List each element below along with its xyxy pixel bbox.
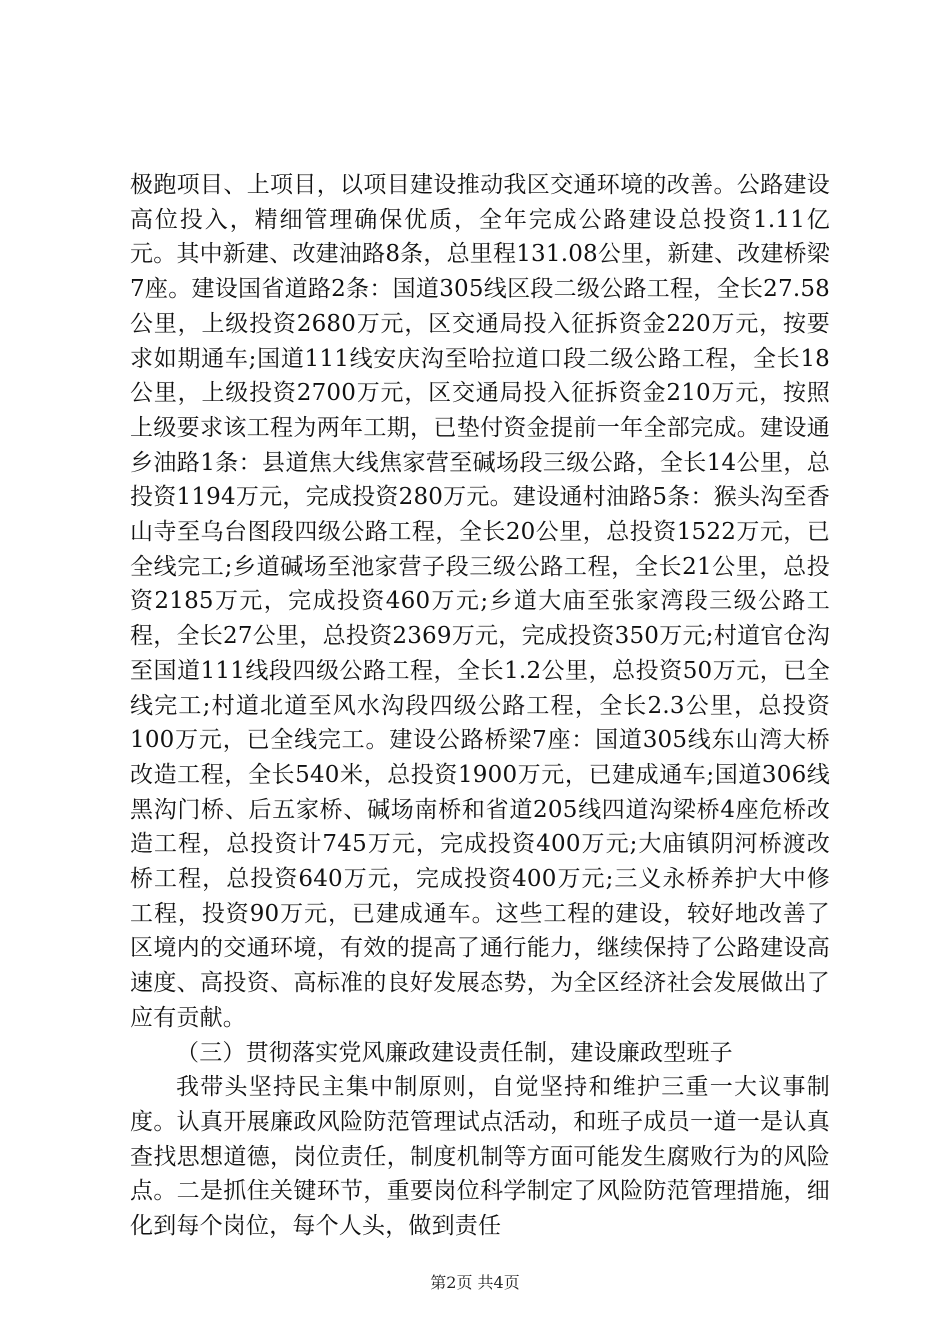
document-body (130, 168, 830, 1244)
paragraph-road-construction: 极跑项目、上项目，以项目建设推动我区交通环境的改善。公路建设高位投入，精细管理确保优质，全年完成公路建设总投资1.11亿元。其中新建、改建油路8条，总里程131.08公里，新建、改建桥梁7座。建设国省道路2条：国道305线区段二级公路工程，全长27.58公里，上级投资2680万元，区交通局投入征拆资金220万元，按要求如期通车;国道111线安庆沟至哈拉道口段二级公路工程，全长18公里，上级投资2700万元，区交通局投入征拆资金210万元，按照上级要求该工程为两年工期，已垫付资金提前一年全部完成。建设通乡油路1条：县道焦大线焦家营至碱场段三级公路，全长14公里，总投资1194万元，完成投资280万元。建设通村油路5条：猴头沟至香山寺至乌台图段四级公路工程，全长20公里，总投资1522万元，已全线完工;乡道碱场至池家营子段三级公路工程，全长21公里，总投资2185万元，完成投资460万元;乡道大庙至张家湾段三级公路工程，全长27公里，总投资2369万元，完成投资350万元;村道官仓沟至国道111线段四级公路工程，全长1.2公里，总投资50万元，已全线完工;村道北道至风水沟段四级公路工程，全长2.3公里，总投资100万元，已全线完工。建设公路桥梁7座：国道305线东山湾大桥改造工程，全长540米，总投资1900万元，已建成通车;国道306线黑沟门桥、后五家桥、碱场南桥和省道205线四道沟梁桥4座危桥改造工程，总投资计745万元，完成投资400万元;大庙镇阴河桥渡改桥工程，总投资640万元，完成投资400万元;三义永桥养护大中修工程，投资90万元，已建成通车。这些工程的建设，较好地改善了区境内的交通环境，有效的提高了通行能力，继续保持了公路建设高速度、高投资、高标准的良好发展态势，为全区经济社会发展做出了应有贡献。 (130, 172, 830, 1031)
paragraph-integrity: 我带头坚持民主集中制原则，自觉坚持和维护三重一大议事制度。认真开展廉政风险防范管理试点活动，和班子成员一道一是认真查找思想道德，岗位责任，制度机制等方面可能发生腐败行为的风险点。二是抓住关键环节，重要岗位科学制定了风险防范管理措施，细化到每个岗位，每个人头，做到责任 (130, 1074, 830, 1240)
page-footer: 第2页 共4页 (430, 1273, 520, 1292)
section-heading: （三）贯彻落实党风廉政建设责任制，建设廉政型班子 (176, 1039, 733, 1066)
